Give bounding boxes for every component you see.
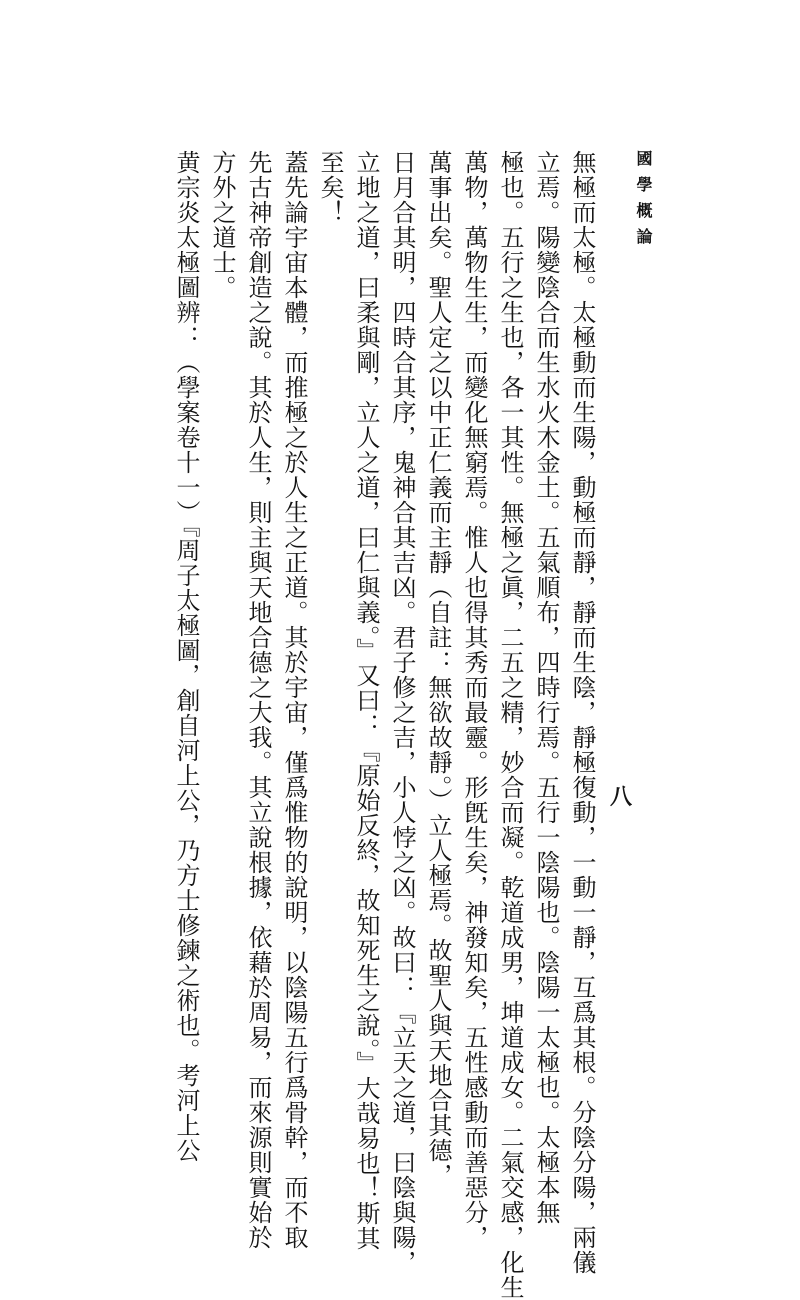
text-line: 至矣！ [316, 150, 344, 225]
text-line: 萬事出矣。聖人定之以中正仁義而主靜（自註：無欲故靜。）立人極焉。故聖人與天地合其德， [424, 150, 452, 1188]
body-text [168, 150, 600, 1300]
text-line: 方外之道士。 [208, 150, 236, 300]
text-line: 立地之道，曰柔與剛，立人之道，曰仁與義。』又曰：『原始反終，故知死生之說。』大哉易也！斯其 [352, 150, 380, 1251]
page-number: 八 [610, 784, 633, 810]
text-line: 無極而太極。太極動而生陽，動極而靜，靜而生陰，靜極復動，一動一靜，互爲其根。分陰分陽，兩儀 [568, 150, 596, 1275]
text-line: 萬物，萬物生生，而變化無窮焉。惟人也得其秀而最靈。形旣生矣，神發知矣，五性感動而善惡分， [460, 150, 488, 1250]
text-line: 立焉。陽變陰合而生水火木金土。五氣順布，四時行焉。五行一陰陽也。陰陽一太極也。太極本無 [532, 150, 560, 1225]
text-line: 極也。五行之生也，各一其性。無極之眞，二五之精，妙合而凝。乾道成男，坤道成女。二氣交感，化生 [496, 150, 524, 1300]
text-line-citation: 黄宗炎太極圖辨：（學案卷十一）『周子太極圖，創自河上公，乃方士修鍊之術也。考河上公 [172, 150, 200, 1163]
text-line: 先古神帝創造之說。其於人生，則主與天地合德之大我。其立說根據，依藉於周易，而來源則實始於 [244, 150, 272, 1250]
text-line: 蓋先論宇宙本體，而推極之於人生之正道。其於宇宙，僅爲惟物的說明，以陰陽五行爲骨幹，而不取 [280, 150, 308, 1250]
text-line: 日月合其明，四時合其序，鬼神合其吉凶。君子修之吉，小人悖之凶。故曰：『立天之道，曰陰與陽， [388, 150, 416, 1275]
running-header: 國學概論 [634, 150, 653, 254]
